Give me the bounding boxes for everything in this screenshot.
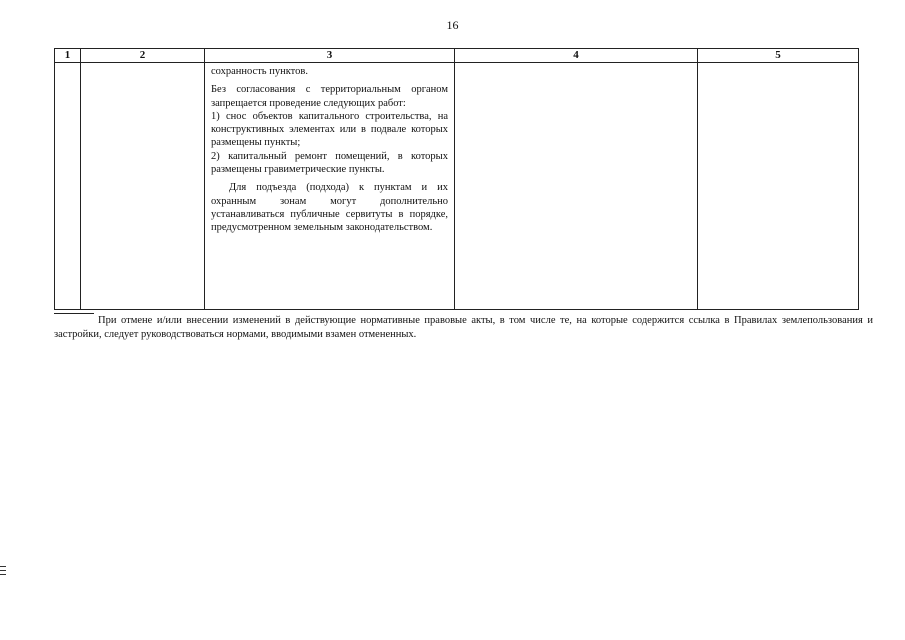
table-cell-col2: [81, 63, 205, 310]
regulation-table: [54, 48, 859, 310]
column-header-3: 3: [205, 49, 455, 63]
column-header-1: 1: [55, 49, 81, 63]
table-cell-col5: [698, 63, 859, 310]
cell-text-item-2: 2) капитальный ремонт помещений, в которых размещены гравиметрические пункты.: [211, 150, 448, 176]
column-header-5: 5: [698, 49, 859, 63]
column-header-4: 4: [455, 49, 698, 63]
table-cell-col3: [205, 63, 455, 310]
footnote-text: При отмене и/или внесении изменений в действующие нормативные правовые акты, в том числе те, на которые содержится ссылка в Правилах землепользования и застройки, следует руководствоваться нормами, вводимыми взамен отмененных.: [54, 315, 873, 340]
table-header-row: [55, 49, 859, 63]
cell-text-item-1: 1) снос объектов капитального строительства, на конструктивных элементах или в подвале которых размещены пункты;: [211, 110, 448, 149]
cell-text-continuation: сохранность пунктов.: [211, 66, 308, 77]
table-cell-col1: [55, 63, 81, 310]
table-row: [55, 63, 859, 310]
table-cell-col4: [455, 63, 698, 310]
page-number: 16: [446, 18, 459, 32]
cell-text-restriction: Без согласования с территориальным органом запрещается проведение следующих работ:: [211, 84, 448, 109]
cell-text-servitude: Для подъезда (подхода) к пунктам и их охранным зонам могут дополнительно устанавливаться публичные сервитуты в порядке, предусмотренном земельным законодательством.: [211, 182, 448, 234]
column-header-2: 2: [81, 49, 205, 63]
margin-mark: [0, 566, 7, 582]
